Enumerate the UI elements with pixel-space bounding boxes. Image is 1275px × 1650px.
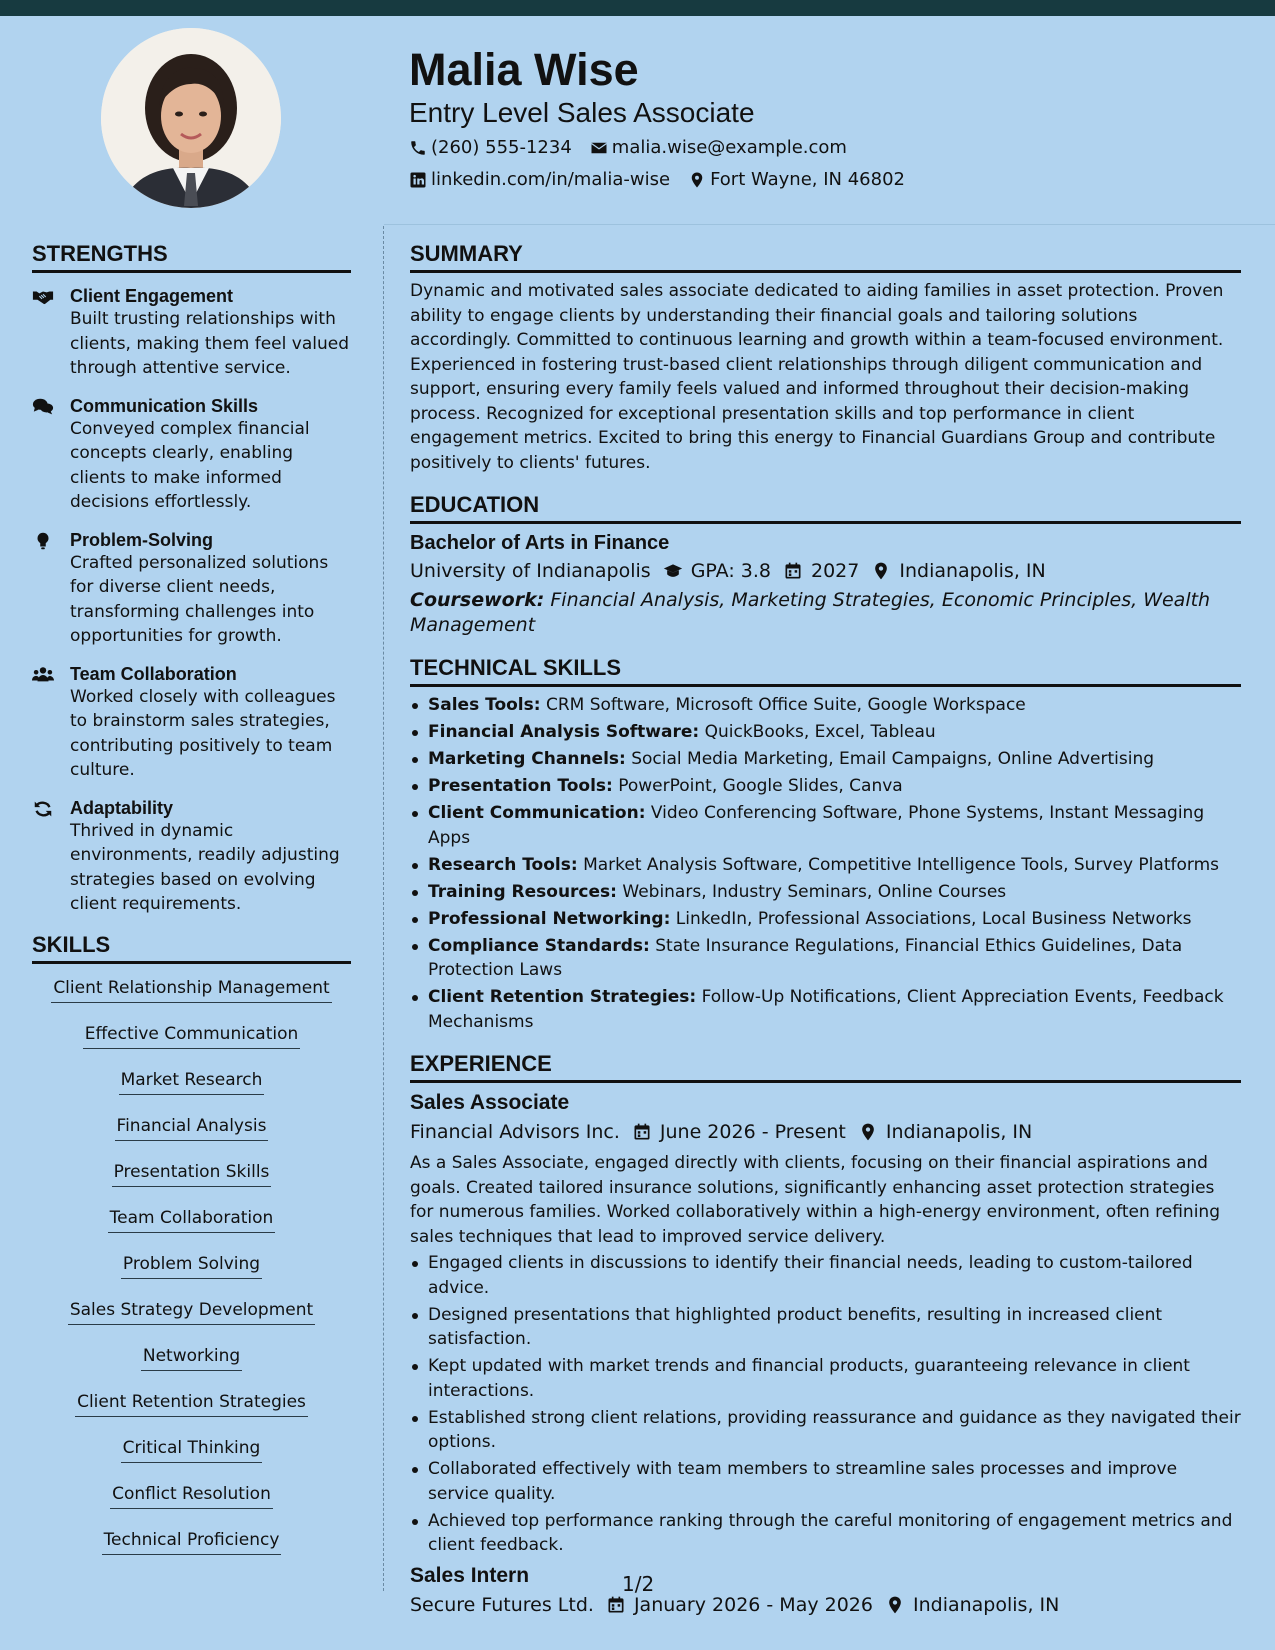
job-location: Indianapolis, IN [885,1121,1033,1143]
job-title: Sales Associate [410,1091,570,1114]
location-contact [688,168,905,192]
list-item [410,801,1241,850]
strength-desc: Worked closely with colleagues to brainstorm sales strategies, contributing positively to team culture. [70,686,336,780]
column-divider [383,226,384,1591]
users-icon [32,663,58,783]
sync-icon [32,797,58,917]
skill-tag: Financial Analysis [115,1114,269,1141]
skill-tag: Critical Thinking [121,1436,263,1463]
lightbulb-icon [32,529,58,649]
list-item [410,880,1241,905]
skill-tag: Networking [141,1344,242,1371]
contact-row-1 [409,136,1229,160]
job-meta [410,1590,1241,1620]
coursework-text: Financial Analysis, Marketing Strategies, Economic Principles, Wealth Management [410,589,1211,636]
skill-values: CRM Software, Microsoft Office Suite, Google Workspace [545,695,1026,715]
year-text: 2027 [811,560,860,582]
skill-values: Webinars, Industry Seminars, Online Courses [622,881,1007,902]
linkedin-contact [409,168,670,192]
school-name: University of Indianapolis [410,560,651,582]
strength-content [70,395,351,515]
year-item [783,556,859,586]
map-marker-icon [688,171,706,189]
degree-title: Bachelor of Arts in Finance [410,532,670,554]
skill-tag: Conflict Resolution [110,1482,273,1509]
education-section [410,491,1241,638]
skill-tag: Sales Strategy Development [68,1298,315,1325]
strengths-heading: STRENGTHS [32,240,351,273]
strength-item [32,285,351,381]
summary-text: Dynamic and motivated sales associate dedicated to aiding families in asset protection. Proven ability to engage clients by understanding their financial goals and tailoring solutions accordingly. Committed to continuous learning and growth within a team-focused environment. Experienced in fostering trust-based client relationships through diligent communication and support, ensuring every family feels valued and informed throughout their decision-making process. Recognized for exceptional presentation skills and top performance in client engagement metrics. Excited to bring this energy to Financial Guardians Group and contribute positively to clients' futures. [410,281,1224,473]
technical-skills-section [410,654,1241,1034]
right-column [410,240,1241,1620]
skill-values: Market Analysis Software, Competitive Intelligence Tools, Survey Platforms [583,854,1219,875]
list-item [410,853,1241,878]
phone-contact [409,136,572,160]
skill-category: Professional Networking: [428,908,671,929]
envelope-icon [590,139,608,157]
profile-photo [101,28,281,208]
skill-category: Training Resources: [428,881,617,902]
skill-values: Video Conferencing Software, Phone Systems, Instant Messaging Apps [428,803,1205,848]
skill-category: Sales Tools: [428,695,541,715]
skill-tag: Market Research [119,1068,265,1095]
strength-item [32,797,351,917]
gpa-text: GPA: 3.8 [690,560,771,582]
list-item [410,747,1241,772]
strength-desc: Crafted personalized solutions for diverse client needs, transforming challenges into opportunities for growth. [70,552,329,646]
list-item [410,934,1241,983]
job-location-item [885,1590,1059,1620]
phone-text[interactable]: (260) 555-1234 [431,137,572,158]
strength-desc: Built trusting relationships with clients, making them feel valued through attentive service. [70,309,349,378]
strength-item [32,663,351,783]
strength-content [70,663,351,783]
coursework [410,588,1241,638]
strength-title: Adaptability [70,797,174,818]
skill-category: Client Retention Strategies: [428,987,697,1007]
strength-title: Problem-Solving [70,529,214,550]
strength-title: Communication Skills [70,395,259,416]
edu-location-item [871,556,1045,586]
skill-values: State Insurance Regulations, Financial Ethics Guidelines, Data Protection Laws [428,935,1183,980]
calendar-icon [606,1595,626,1615]
skill-tag: Client Relationship Management [51,976,331,1003]
job-location: Indianapolis, IN [912,1593,1060,1616]
list-item: Kept updated with market trends and financial products, guaranteeing relevance in client interactions. [410,1354,1241,1403]
skill-category: Presentation Tools: [428,776,613,796]
list-item: Collaborated effectively with team members to streamline sales processes and improve service quality. [410,1457,1241,1506]
technical-skills-list [410,693,1241,1034]
list-item [410,985,1241,1034]
skill-category: Client Communication: [428,803,646,823]
list-item [410,693,1241,718]
header-divider [384,224,1275,225]
list-item [410,774,1241,799]
company-name: Secure Futures Ltd. [410,1593,594,1616]
skill-category: Financial Analysis Software: [428,722,700,742]
experience-heading: EXPERIENCE [410,1050,1241,1083]
location-text: Fort Wayne, IN 46802 [710,169,905,190]
experience-section [410,1050,1241,1620]
strength-item [32,395,351,515]
skill-category: Marketing Channels: [428,749,626,769]
job-bullets [410,1251,1241,1558]
list-item [410,720,1241,745]
strength-item [32,529,351,649]
linkedin-icon [409,171,427,189]
skills-heading: SKILLS [32,931,351,964]
top-bar [0,0,1275,16]
email-contact [590,136,847,160]
skill-values: LinkedIn, Professional Associations, Local Business Networks [675,908,1192,929]
phone-icon [409,139,427,157]
job-location-item [858,1117,1032,1147]
skill-category: Compliance Standards: [428,935,650,956]
job-dates-item [632,1117,846,1147]
map-marker-icon [858,1122,878,1142]
skill-category: Research Tools: [428,854,578,875]
skill-values: Follow-Up Notifications, Client Appreciation Events, Feedback Mechanisms [428,987,1224,1032]
skills-list [32,976,351,1574]
skill-tag: Team Collaboration [108,1206,276,1233]
gpa-item [663,556,771,586]
calendar-icon [632,1122,652,1142]
strength-title: Client Engagement [70,286,234,306]
strength-content [70,285,351,381]
company-name: Financial Advisors Inc. [410,1121,620,1143]
skill-tag: Effective Communication [83,1022,301,1049]
portrait-image [101,28,281,208]
candidate-title: Entry Level Sales Associate [409,97,755,128]
list-item: Engaged clients in discussions to identify their financial needs, leading to custom-tailored advice. [410,1251,1241,1300]
job-title: Sales Intern [410,1563,530,1587]
linkedin-text[interactable]: linkedin.com/in/malia-wise [431,169,671,190]
list-item: Established strong client relations, providing reassurance and guidance as they navigated their options. [410,1406,1241,1455]
skill-tag: Problem Solving [121,1252,262,1279]
resume-header [409,44,1229,192]
candidate-name: Malia Wise [409,44,639,95]
page-number: 1/2 [622,1572,655,1596]
map-marker-icon [871,561,891,581]
strength-desc: Conveyed complex financial concepts clearly, enabling clients to make informed decisions effortlessly. [70,418,310,512]
contact-row-2 [409,168,1229,192]
skill-tag: Client Retention Strategies [75,1390,308,1417]
graduation-cap-icon [663,561,683,581]
list-item [410,907,1241,932]
email-text[interactable]: malia.wise@example.com [611,137,847,158]
skill-values: QuickBooks, Excel, Tableau [704,722,936,742]
coursework-label: Coursework: [410,589,545,611]
edu-location-text: Indianapolis, IN [899,560,1046,582]
strength-desc: Thrived in dynamic environments, readily adjusting strategies based on evolving client requirements. [70,820,340,914]
skill-tag: Presentation Skills [112,1160,272,1187]
education-heading: EDUCATION [410,491,1241,524]
left-column [32,240,351,1574]
skill-values: PowerPoint, Google Slides, Canva [618,776,903,796]
skill-values: Social Media Marketing, Email Campaigns, Online Advertising [631,749,1155,769]
calendar-icon [783,561,803,581]
strength-title: Team Collaboration [70,663,237,684]
comments-icon [32,395,58,515]
strength-content [70,797,351,917]
strengths-list [32,285,351,917]
technical-skills-heading: TECHNICAL SKILLS [410,654,1241,687]
list-item: Achieved top performance ranking through the careful monitoring of engagement metrics and client feedback. [410,1509,1241,1558]
summary-heading: SUMMARY [410,240,1241,273]
strength-content [70,529,351,649]
map-marker-icon [885,1595,905,1615]
skill-tag: Technical Proficiency [102,1528,282,1555]
education-meta [410,556,1241,586]
list-item: Designed presentations that highlighted product benefits, resulting in increased client satisfaction. [410,1303,1241,1352]
handshake-icon [32,285,58,381]
job-meta [410,1117,1241,1147]
job-dates: June 2026 - Present [659,1121,846,1143]
job-summary: As a Sales Associate, engaged directly with clients, focusing on their financial aspirations and goals. Created tailored insurance solutions, significantly enhancing asset protection strategies for numerous families. Worked collaboratively within a high-energy environment, often refining sales techniques that lead to improved service delivery. [410,1153,1220,1247]
job-dates: January 2026 - May 2026 [633,1593,873,1616]
